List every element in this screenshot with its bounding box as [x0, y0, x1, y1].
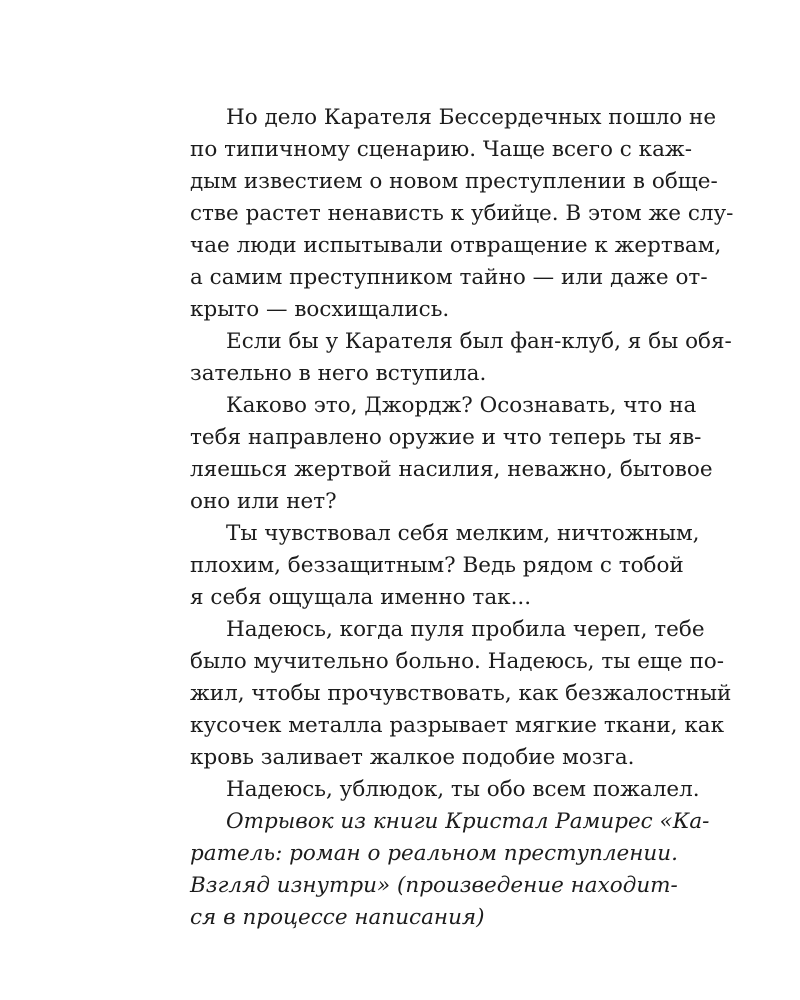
text-line: кровь заливает жалкое подобие мозга. — [190, 745, 635, 770]
text-line: Взгляд изнутри» (произведение находит- — [190, 873, 678, 898]
text-line: ратель: роман о реальном преступлении. — [190, 841, 678, 866]
paragraph — [190, 614, 732, 774]
excerpt-attribution — [190, 806, 710, 934]
text-line: Отрывок из книги Кристал Рамирес «Ка- — [226, 809, 710, 834]
paragraph — [190, 390, 713, 518]
text-line: а самим преступником тайно — или даже от- — [190, 265, 708, 290]
text-line: ляешься жертвой насилия, неважно, бытовое — [190, 457, 713, 482]
text-line: по типичному сценарию. Чаще всего с каж- — [190, 137, 692, 162]
text-line: Если бы у Карателя был фан-клуб, я бы обя- — [226, 329, 732, 354]
text-line: жил, чтобы прочувствовать, как безжалостный — [190, 681, 732, 706]
paragraph — [190, 102, 734, 326]
text-line: Каково это, Джордж? Осознавать, что на — [226, 393, 697, 418]
paragraph — [190, 326, 732, 390]
text-line: стве растет ненависть к убийце. В этом же слу- — [190, 201, 734, 226]
text-line: Надеюсь, когда пуля пробила череп, тебе — [226, 617, 705, 642]
page-text — [190, 102, 734, 934]
text-line: тебя направлено оружие и что теперь ты яв- — [190, 425, 702, 450]
text-line: Ты чувствовал себя мелким, ничтожным, — [226, 521, 700, 546]
text-line: Но дело Карателя Бессердечных пошло не — [226, 105, 717, 130]
text-line: крыто — восхищались. — [190, 297, 450, 322]
paragraph — [190, 518, 700, 614]
text-line: было мучительно больно. Надеюсь, ты еще по- — [190, 649, 725, 674]
text-line: плохим, беззащитным? Ведь рядом с тобой — [190, 553, 684, 578]
text-line: ся в процессе написания) — [190, 905, 485, 930]
text-line: оно или нет? — [190, 489, 337, 514]
paragraph — [190, 774, 700, 806]
text-line: кусочек металла разрывает мягкие ткани, как — [190, 713, 725, 738]
text-line: дым известием о новом преступлении в обще- — [190, 169, 718, 194]
text-line: я себя ощущала именно так... — [190, 585, 532, 610]
text-line: зательно в него вступила. — [190, 361, 487, 386]
text-line: чае люди испытывали отвращение к жертвам, — [190, 233, 722, 258]
text-line: Надеюсь, ублюдок, ты обо всем пожалел. — [226, 777, 700, 802]
